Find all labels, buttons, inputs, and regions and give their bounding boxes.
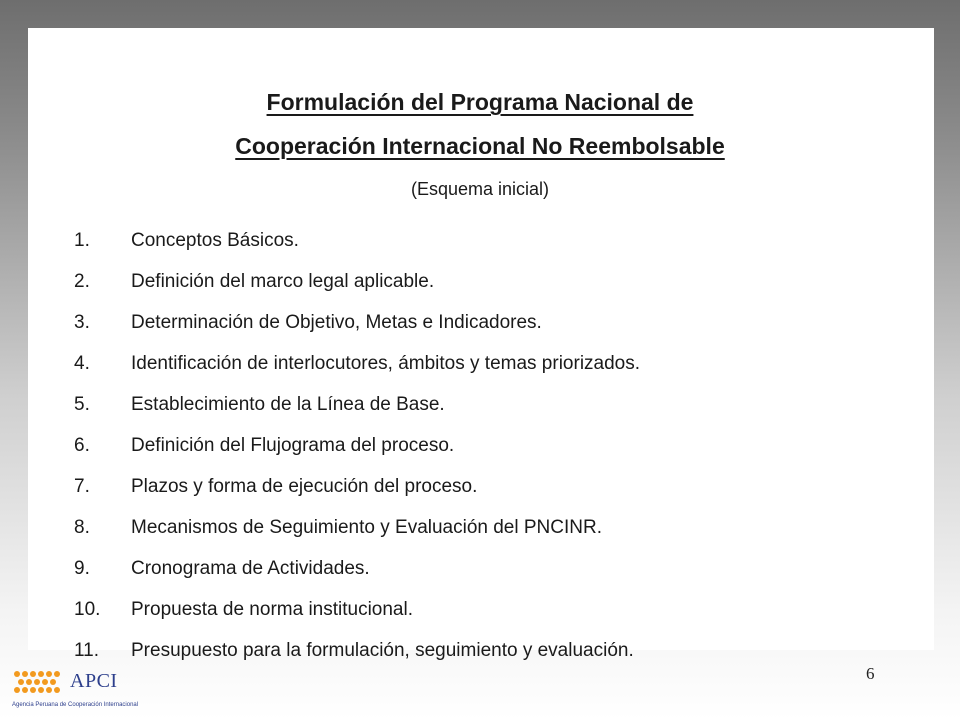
item-number: 5.: [74, 393, 90, 415]
slide-subtitle: (Esquema inicial): [410, 179, 550, 199]
item-number: 3.: [74, 311, 90, 333]
item-text: Presupuesto para la formulación, seguimiento y evaluación.: [131, 639, 634, 661]
list-item: [74, 548, 934, 589]
list-item: [74, 507, 934, 548]
item-number: 7.: [74, 475, 90, 497]
slide-header: [0, 80, 960, 204]
item-text: Plazos y forma de ejecución del proceso.: [131, 475, 478, 497]
item-text: Propuesta de norma institucional.: [131, 598, 413, 620]
item-number: 4.: [74, 352, 90, 374]
logo-text: APCI: [70, 670, 118, 692]
list-item: [74, 343, 934, 384]
list-item: [74, 425, 934, 466]
apci-logo: [12, 668, 139, 718]
outline-list: [74, 220, 934, 671]
list-item: [74, 466, 934, 507]
item-text: Determinación de Objetivo, Metas e Indicadores.: [131, 311, 542, 333]
logo-caption: Agencia Peruana de Cooperación Internacional: [12, 702, 139, 708]
item-number: 11.: [74, 639, 100, 661]
slide-title-line-2: Cooperación Internacional No Reembolsable: [235, 133, 725, 159]
item-text: Identificación de interlocutores, ámbitos y temas priorizados.: [131, 352, 641, 374]
list-item: [74, 589, 934, 630]
item-text: Definición del Flujograma del proceso.: [131, 434, 455, 456]
item-number: 1.: [74, 229, 90, 251]
list-item: [74, 302, 934, 343]
item-text: Mecanismos de Seguimiento y Evaluación del PNCINR.: [131, 516, 602, 538]
item-number: 10.: [74, 598, 101, 620]
item-number: 6.: [74, 434, 90, 456]
item-number: 8.: [74, 516, 90, 538]
item-text: Definición del marco legal aplicable.: [131, 270, 435, 292]
item-text: Cronograma de Actividades.: [131, 557, 370, 579]
page-number: 6: [866, 664, 875, 683]
apci-logo-mark-icon: [12, 668, 64, 696]
slide-title-line-1: Formulación del Programa Nacional de: [266, 89, 694, 115]
list-item: [74, 384, 934, 425]
item-text: Establecimiento de la Línea de Base.: [131, 393, 445, 415]
list-item: [74, 220, 934, 261]
list-item: [74, 261, 934, 302]
item-text: Conceptos Básicos.: [131, 229, 299, 251]
slide-footer: [0, 650, 960, 720]
item-number: 2.: [74, 270, 90, 292]
item-number: 9.: [74, 557, 90, 579]
